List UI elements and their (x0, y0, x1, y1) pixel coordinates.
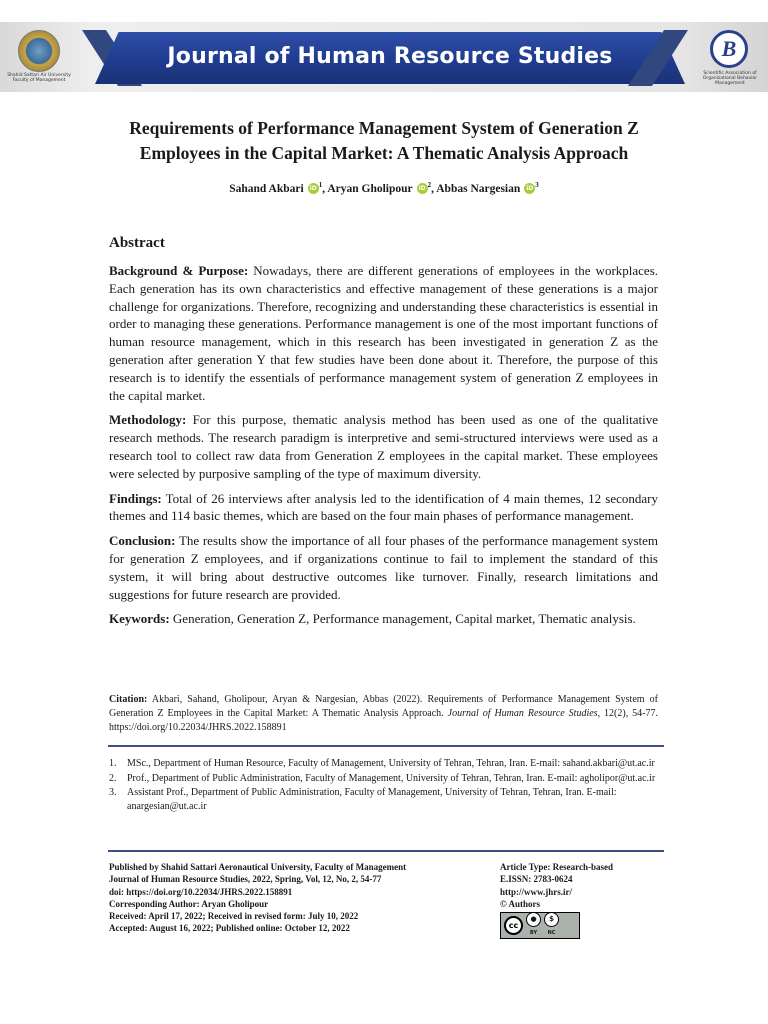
doi-line[interactable]: doi: https://doi.org/10.22034/JHRS.2022.158891 (109, 886, 293, 897)
attribution-icon: ● (526, 912, 541, 927)
abstract-body (109, 262, 658, 635)
author-affiliation-number: 3 (535, 181, 539, 189)
abstract-methodology (109, 411, 658, 482)
section-label: Methodology: (109, 412, 187, 428)
footnote-text: MSc., Department of Human Resource, Faculty of Management, University of Tehran, Tehran, Iran. E-mail: sahand.akbari@ut.ac.ir (127, 758, 655, 769)
article-meta (500, 861, 665, 939)
citation-label: Citation: (109, 694, 148, 705)
by-label: BY (529, 930, 538, 937)
footnote-number: 2. (109, 772, 117, 784)
publication-info (109, 861, 489, 935)
author-name: Sahand Akbari (229, 182, 304, 195)
citation-journal: Journal of Human Resource Studies (447, 708, 598, 719)
section-label: Background & Purpose: (109, 263, 249, 278)
abstract-findings (109, 490, 658, 526)
author-name: Aryan Gholipour (327, 182, 413, 195)
section-text: Generation, Generation Z, Performance management, Capital market, Thematic analysis. (172, 611, 636, 627)
orcid-icon[interactable]: iD (309, 184, 317, 192)
university-logo-caption: Shahid Sattari Air University Faculty of Management (7, 73, 71, 83)
journal-title: Journal of Human Resource Studies (167, 44, 613, 69)
publisher-line: Published by Shahid Sattari Aeronautical University, Faculty of Management (109, 862, 407, 872)
affiliation-footnotes (109, 757, 658, 815)
footnote-text: Prof., Department of Public Administration, Faculty of Management, University of Tehran, Tehran, Iran. E-mail: agholipor@ut.ac.ir (127, 772, 656, 784)
abstract-keywords (109, 610, 658, 628)
section-text: For this purpose, thematic analysis method has been used as one of the qualitative research methods. The research paradigm is interpretive and semi-structured interviews were used as a research tool to collect raw data from Generation Z employees in the capital market. These employees were selected by purposive sampling of the type of maximum diversity. (109, 412, 659, 481)
section-text: The results show the importance of all four phases of the performance management system for generation Z employees, and if organizations continue to fail to implement the standard of this system, it will bring about destructive outcomes like turnover. Finally, research limitations and suggestions for future research are provided. (109, 533, 659, 602)
paper-title: Requirements of Performance Management System of Generation Z Employees in the Capital Market: A Thematic Analysis Approach (129, 118, 639, 163)
section-label: Keywords: (109, 611, 170, 627)
received-line: Received: April 17, 2022; Received in revised form: July 10, 2022 (109, 911, 359, 922)
abstract-background (109, 262, 658, 404)
citation (109, 693, 658, 735)
journal-issue-line: Journal of Human Resource Studies, 2022, Spring, Vol, 12, No, 2, 54-77 (109, 874, 382, 885)
footnote-item (109, 757, 658, 771)
footnote-text: Assistant Prof., Department of Public Administration, Faculty of Management, University of Tehran, Tehran, Iran. E-mail: anargesian@ut.ac.ir (127, 787, 617, 813)
corresponding-author-line: Corresponding Author: Aryan Gholipour (109, 898, 269, 909)
article-type-line: Article Type: Research-based (500, 862, 613, 872)
nc-group (544, 912, 559, 939)
copyright-line: © Authors (500, 898, 540, 909)
journal-url-line[interactable]: http://www.jhrs.ir/ (500, 886, 572, 897)
section-label: Conclusion: (109, 533, 176, 549)
nc-label: NC (547, 930, 556, 937)
orcid-icon[interactable]: iD (526, 184, 534, 192)
noncommercial-icon: $ (544, 912, 559, 927)
cc-license-badge[interactable] (500, 912, 580, 939)
author-name: Abbas Nargesian (436, 182, 521, 195)
accepted-line: Accepted: August 16, 2022; Published online: October 12, 2022 (109, 923, 350, 934)
journal-banner (0, 22, 768, 92)
divider (108, 745, 664, 747)
author-affiliation-number: 2 (427, 181, 432, 189)
orcid-icon[interactable]: iD (418, 184, 426, 192)
author-affiliation-number: 1 (318, 181, 323, 189)
footnote-number: 1. (109, 758, 117, 769)
cc-icon: cc (504, 916, 523, 935)
section-label: Findings: (109, 490, 162, 506)
divider (108, 850, 664, 852)
university-logo-icon (18, 30, 60, 72)
by-group (526, 912, 541, 939)
association-logo-icon: B (710, 30, 748, 68)
footnote-number: 3. (109, 787, 117, 799)
association-logo-caption: Scientific Association of Organizational Behavior Management (702, 71, 758, 86)
author-list: Sahand Akbari iD $^1$, Aryan Gholipour iD $^2$, Abbas Nargesian iD $^3$ (229, 181, 539, 195)
footnote-item (109, 772, 658, 786)
footnote-item (109, 786, 658, 813)
abstract-heading: Abstract (109, 235, 165, 251)
section-text: Total of 26 interviews after analysis led to the identification of 4 main themes, 12 secondary themes and 114 basic themes, which are based on the four main phases of performance management. (109, 490, 658, 524)
citation-doi[interactable]: , 12(2), 54-77. https://doi.org/10.22034/JHRS.2022.158891 (109, 708, 658, 733)
citation-text: Akbari, Sahand, Gholipour, Aryan & Nargesian, Abbas (2022). Requirements of Performance Management System of Generation Z Employees in the Capital Market: A Thematic Analysis Approach. (109, 694, 659, 719)
eissn-line: E.ISSN: 2783-0624 (500, 874, 573, 885)
section-text: Nowadays, there are different generations of employees in the workplaces. Each generation has its own characteristics and effective management of these generations is a major challenge for organizations. Therefore, recognizing and understanding these characteristics is essential in order to managing these generations. Performance management is one of the most important functions of human resource management, which in this research has been investigated in generation Z as the generation after generation Y that few studies have been done about it. Therefore, the purpose of this research is to identify the essentials of performance management system of generation Z employees in the capital market. (109, 263, 659, 403)
abstract-conclusion (109, 532, 658, 603)
